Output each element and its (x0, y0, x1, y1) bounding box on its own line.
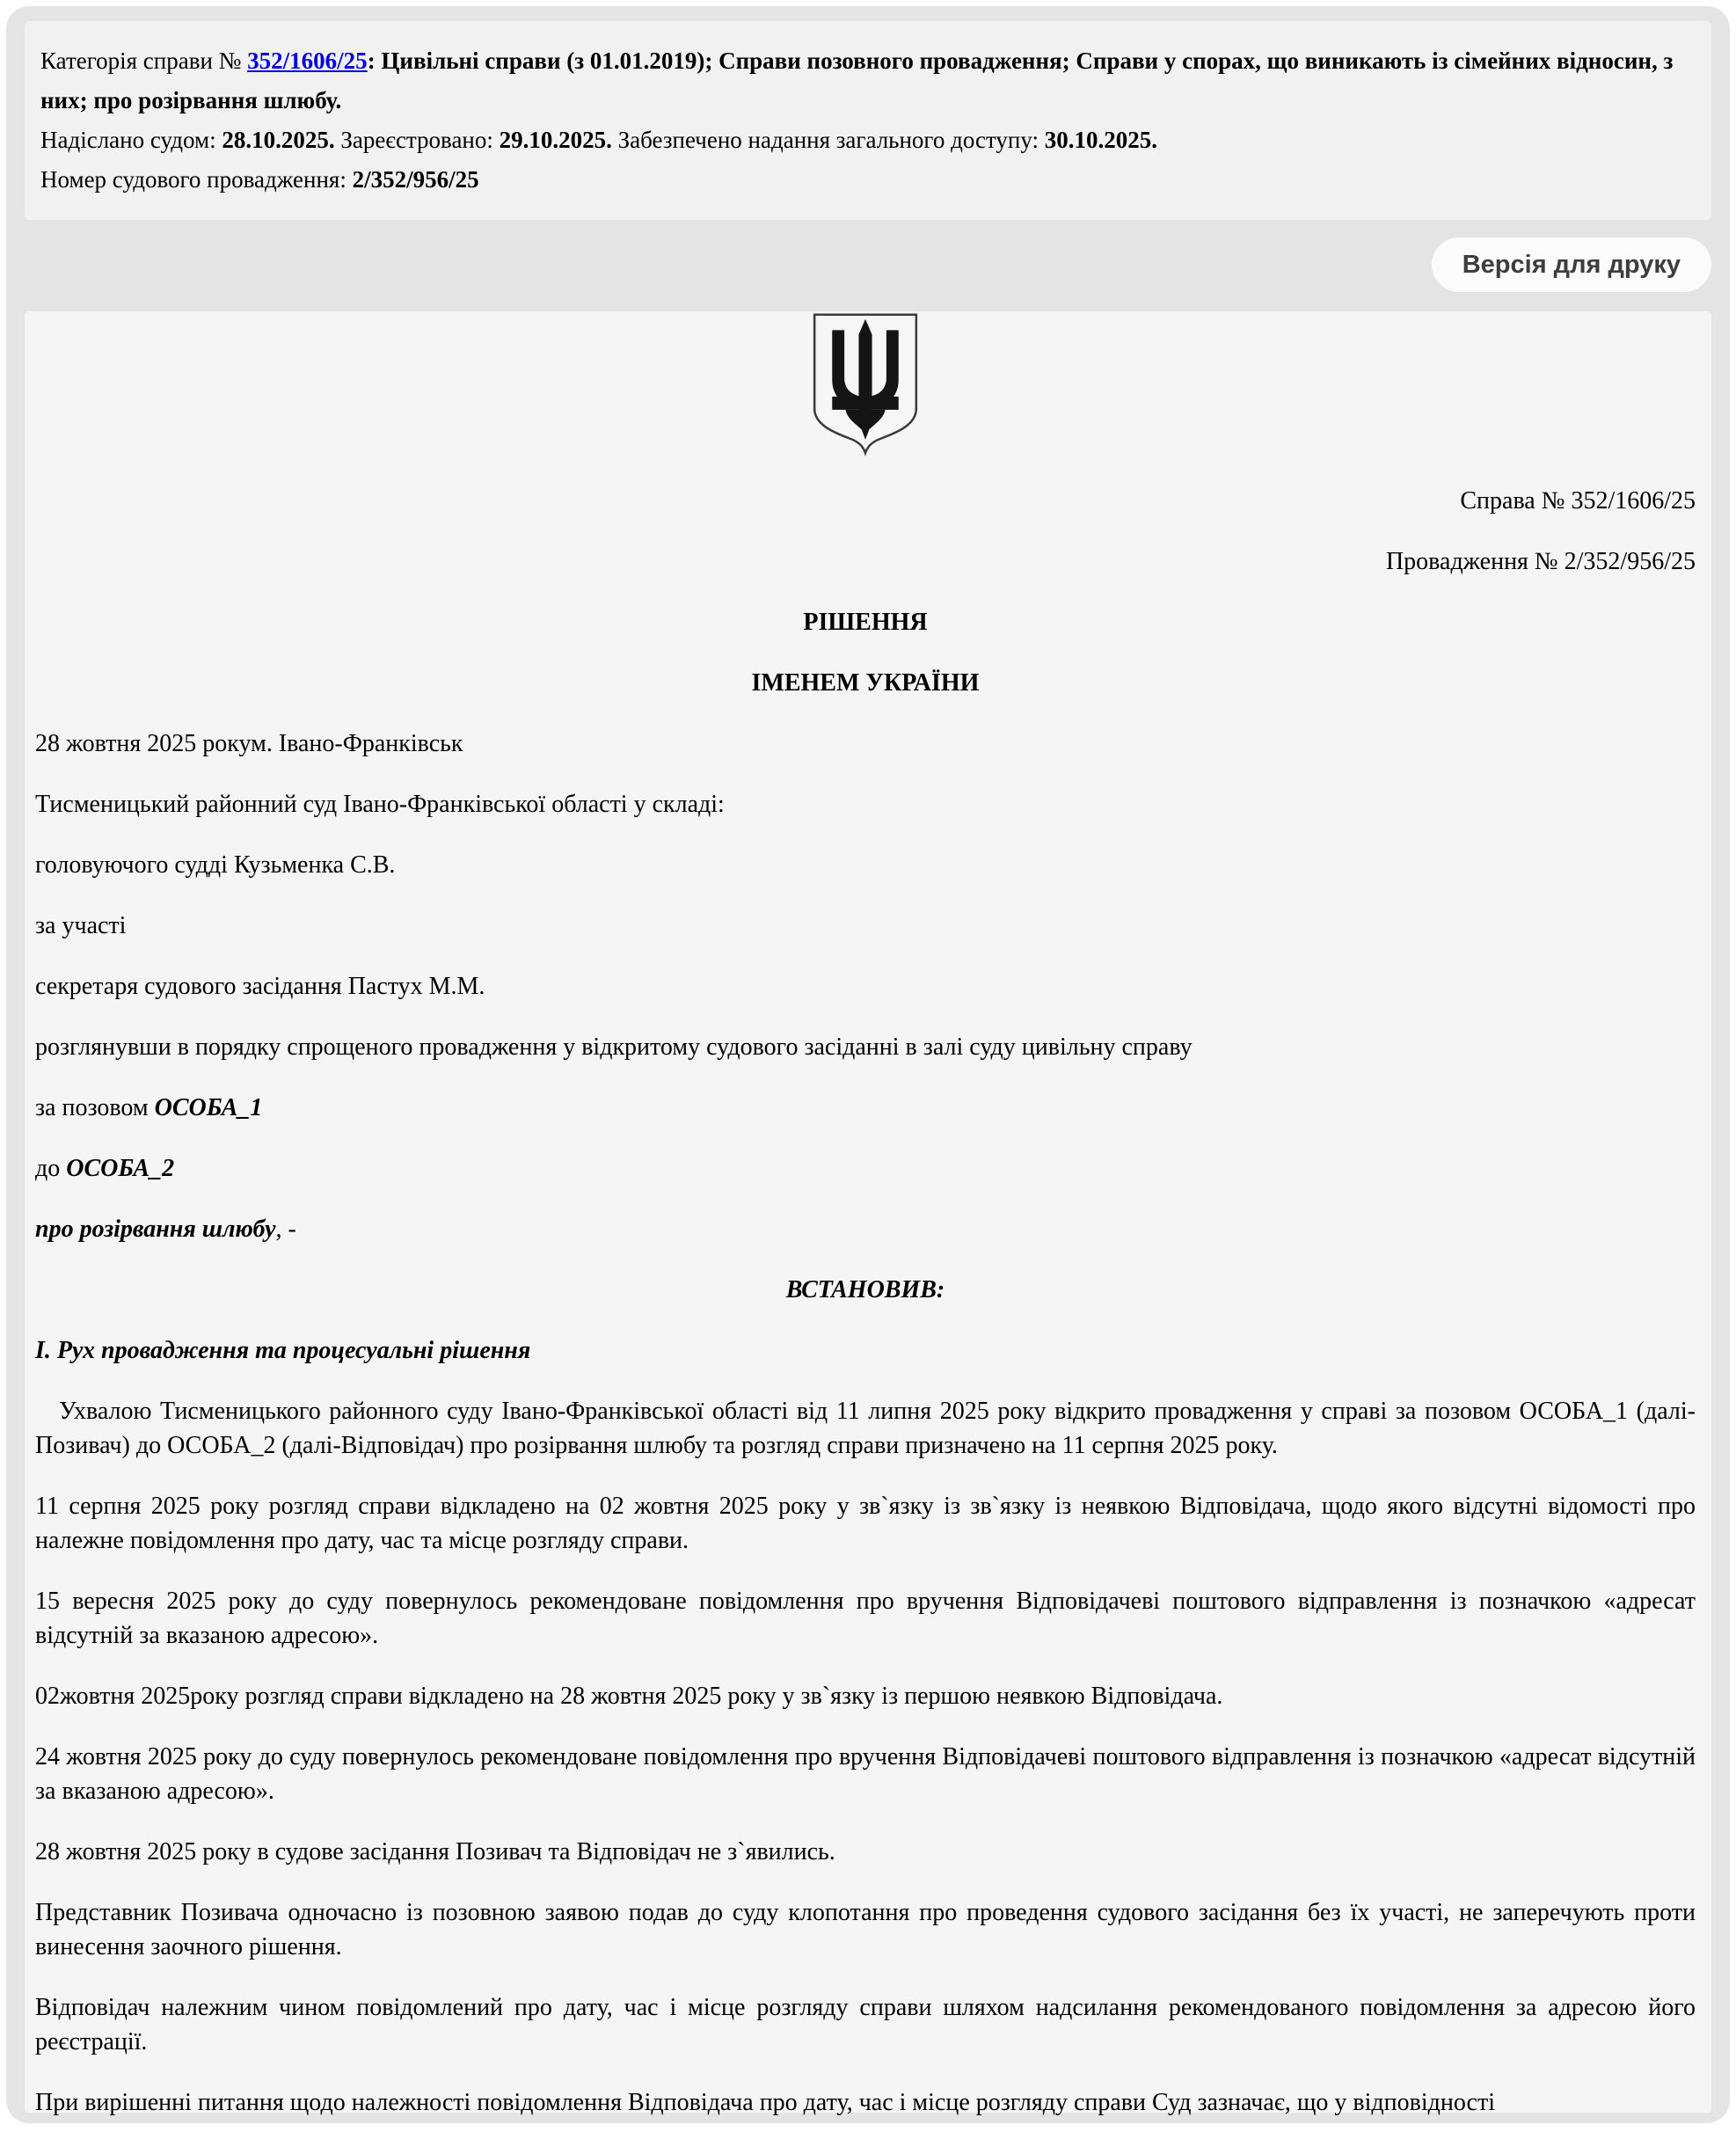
doc-case-number: Справа № 352/1606/25 (1460, 487, 1696, 515)
defendant-prefix: до (35, 1155, 67, 1182)
doc-judge-line: головуючого судді Кузьменка С.В. (35, 851, 396, 879)
proceeding-number: 2/352/956/25 (352, 166, 479, 193)
access-date: 30.10.2025. (1044, 127, 1158, 153)
doc-paragraph: 11 серпня 2025 року розгляд справи відкладено на 02 жовтня 2025 року у зв`язку із зв`язку із неявкою Відповідача, щодо якого відсутні відомості про належне повідомлення про дату, час та місце розгляду справи. (35, 1493, 1696, 1554)
doc-paragraph: Представник Позивача одночасно із позовною заявою подав до суду клопотання про проведення судового засідання без їх участі, не заперечують проти винесення заочного рішення. (35, 1899, 1696, 1960)
doc-proceeding-number: Провадження № 2/352/956/25 (1385, 548, 1696, 575)
case-number-link[interactable]: 352/1606/25 (247, 47, 368, 74)
doc-paragraph: 28 жовтня 2025 року в судове засідання Позивач та Відповідач не з`явились. (35, 1838, 835, 1866)
doc-title: РІШЕННЯ (803, 609, 928, 636)
doc-secretary-line: секретаря судового засідання Пастух М.М. (35, 973, 485, 1000)
toolbar (25, 237, 1711, 292)
case-category-value: : Цивільні справи (з 01.01.2019); Справи позовного провадження; Справи у спорах, що виникають із сімейних відносин, з них; про розірвання шлюбу. (40, 47, 1674, 113)
doc-subject-line (35, 1212, 1696, 1246)
doc-subtitle: ІМЕНЕМ УКРАЇНИ (751, 669, 980, 697)
defendant-name: ОСОБА_2 (66, 1155, 175, 1182)
plaintiff-prefix: за позовом (35, 1094, 155, 1121)
doc-paragraph: Відповідач належним чином повідомлений про дату, час і місце розгляду справи шляхом надсилання рекомендованого повідомлення за адресою його реєстрації. (35, 1994, 1696, 2055)
doc-plaintiff-line (35, 1091, 1696, 1125)
decision-document (25, 311, 1711, 2116)
subject-text: про розірвання шлюбу (35, 1216, 276, 1243)
print-version-button[interactable]: Версія для друку (1432, 237, 1711, 292)
case-meta-card (25, 21, 1711, 220)
case-category-label: Категорія справи № (40, 47, 248, 74)
doc-paragraph: Ухвалою Тисменицького районного суду Івано-Франківської області від 11 липня 2025 року відкрито провадження у справі за позовом ОСОБА_1 (далі- Позивач) до ОСОБА_2 (далі-Відповідач) про розірвання шлюбу та розгляд справи призначено на 11 серпня 2025 року. (35, 1398, 1696, 1459)
doc-date-place-line: 28 жовтня 2025 рокум. Івано-Франківськ (35, 730, 463, 757)
sent-label: Надіслано судом: (40, 127, 222, 153)
doc-defendant-line (35, 1151, 1696, 1186)
sent-date: 28.10.2025. (222, 127, 335, 153)
registered-label: Зареєстровано: (334, 127, 500, 153)
doc-participation-line: за участі (35, 912, 127, 939)
page-shell (6, 6, 1730, 2123)
access-label: Забезпечено надання загального доступу: (611, 127, 1045, 153)
established-heading: ВСТАНОВИВ: (785, 1276, 945, 1303)
section1-heading: І. Рух провадження та процесуальні рішення (35, 1337, 531, 1364)
doc-paragraph: 15 вересня 2025 року до суду повернулось рекомендоване повідомлення про вручення Відповідачеві поштового відправлення із позначкою «адресат відсутній за вказаною адресою». (35, 1588, 1696, 1649)
doc-court-line: Тисменицький районний суд Івано-Франківської області у складі: (35, 791, 725, 818)
doc-hearing-line: розглянувши в порядку спрощеного провадження у відкритому судового засіданні в залі суду цивільну справу (35, 1033, 1193, 1061)
doc-paragraph: При вирішенні питання щодо належності повідомлення Відповідача про дату, час і місце розгляду справи Суд зазначає, що у відповідності (35, 2089, 1495, 2116)
proceeding-number-line (40, 160, 1696, 200)
proceeding-label: Номер судового провадження: (40, 166, 353, 193)
doc-paragraph: 02жовтня 2025року розгляд справи відкладено на 28 жовтня 2025 року у зв`язку із першою неявкою Відповідача. (35, 1683, 1223, 1710)
plaintiff-name: ОСОБА_1 (154, 1094, 263, 1121)
case-dates-line (40, 120, 1696, 160)
doc-paragraph: 24 жовтня 2025 року до суду повернулось рекомендоване повідомлення про вручення Відповідачеві поштового відправлення із позначкою «адресат відсутній за вказаною адресою». (35, 1743, 1696, 1805)
subject-tail: , - (275, 1216, 296, 1243)
ukraine-trident-emblem-icon (810, 311, 921, 457)
registered-date: 29.10.2025. (499, 127, 612, 153)
case-category-line (40, 41, 1696, 120)
